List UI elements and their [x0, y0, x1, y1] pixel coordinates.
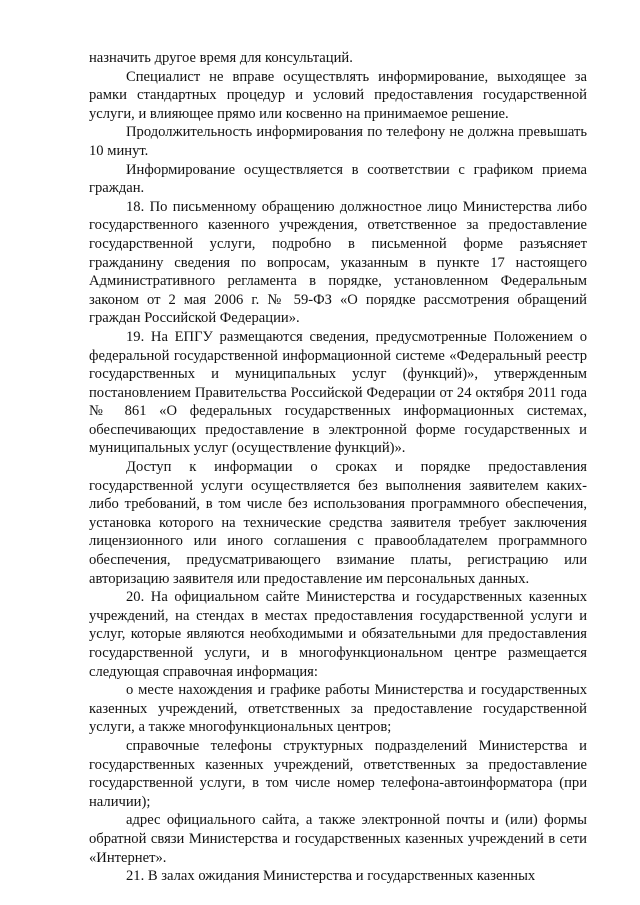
paragraph-reception-schedule: Информирование осуществляется в соответствии с графиком приема граждан. — [89, 161, 587, 197]
paragraph-item-20: 20. На официальном сайте Министерства и государственных казенных учреждений, на стендах в местах предоставления государственной услуги и услуг, которые являются необходимыми и обязательными для предоставления государственной услуги, и в многофункциональном центре размещается следующая справочная информация: — [89, 589, 587, 680]
document-body — [89, 49, 587, 886]
paragraph-access-info: Доступ к информации о сроках и порядке предоставления государственной услуги осуществляется без выполнения заявителем каких-либо требований, в том числе без использования программного обеспечения, установка которого на технические средства заявителя требует заключения лицензионного или иного соглашения с правообладателем программного обеспечения, предусматривающего взимание платы, регистрацию или авторизацию заявителя или предоставление им персональных данных. — [89, 459, 587, 587]
paragraph-website-address: адрес официального сайта, а также электронной почты и (или) формы обратной связи Министерства и государственных казенных учреждений в сети «Интернет». — [89, 812, 587, 866]
paragraph-specialist-limits: Специалист не вправе осуществлять информирование, выходящее за рамки стандартных процедур и условий предоставления государственной услуги, и влияющее прямо или косвенно на принимаемое решение. — [89, 68, 587, 122]
paragraph-item-21: 21. В залах ожидания Министерства и государственных казенных — [126, 868, 536, 885]
paragraph-continuation: назначить другое время для консультаций. — [89, 50, 353, 66]
paragraph-reference-phones: справочные телефоны структурных подразделений Министерства и государственных казенных учреждений, ответственных за предоставление государственной услуги, в том числе номер телефона-автоинформатора (при наличии); — [89, 737, 587, 810]
paragraph-item-18: 18. По письменному обращению должностное лицо Министерства либо государственного казенного учреждения, ответственное за предоставление государственной услуги, подробно в письменной форме разъясняет гражданину сведения по вопросам, указанным в пункте 17 настоящего Административного регламента в порядке, установленном Федеральным законом от 2 мая 2006 г. № 59-ФЗ «О порядке рассмотрения обращений граждан Российской Федерации». — [89, 198, 587, 327]
paragraph-item-19: 19. На ЕПГУ размещаются сведения, предусмотренные Положением о федеральной государственной информационной системе «Федеральный реестр государственных и муниципальных услуг (функций)», утвержденным постановлением Правительства Российской Федерации от 24 октября 2011 года № 861 «О федеральных государственных информационных системах, обеспечивающих предоставление в электронной форме государственных и муниципальных услуг (осуществление функций)». — [89, 328, 587, 457]
paragraph-location-schedule: о месте нахождения и графике работы Министерства и государственных казенных учреждений, ответственных за предоставление государственной услуги, а также многофункциональных центров; — [89, 682, 587, 736]
paragraph-phone-duration: Продолжительность информирования по телефону не должна превышать 10 минут. — [89, 124, 587, 159]
